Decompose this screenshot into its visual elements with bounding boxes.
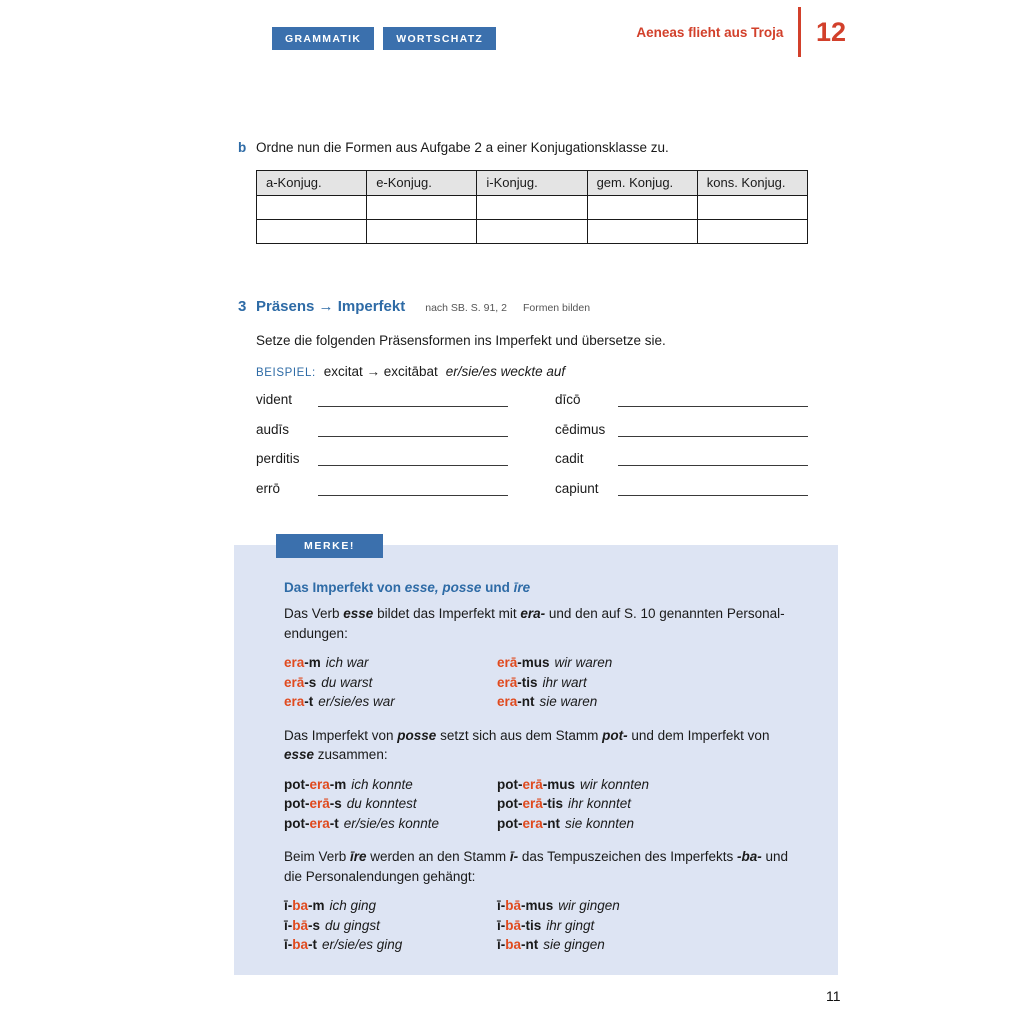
german-translation: ich konnte [351, 776, 413, 792]
german-translation: du gingst [325, 917, 380, 933]
latin-term: era- [520, 606, 546, 621]
verb-prefix: pot- [497, 796, 523, 811]
answer-line[interactable] [618, 436, 808, 437]
verb-prefix: pot- [284, 796, 310, 811]
paradigm-plural-column [497, 653, 612, 712]
german-translation: wir waren [554, 655, 613, 670]
table-header-cell: i-Konjug. [477, 171, 587, 196]
latin-form: errō [256, 480, 281, 496]
imperfect-stem: erā [284, 674, 305, 690]
answer-cell[interactable] [367, 196, 477, 220]
verb-prefix: pot- [284, 776, 310, 792]
table-header-cell: e-Konjug. [367, 171, 477, 196]
personal-ending: -mus [521, 898, 554, 913]
answer-cell[interactable] [257, 196, 367, 220]
personal-ending: -t [329, 815, 339, 831]
verb-prefix: pot- [497, 776, 523, 792]
text-segment: setzt sich aus dem Stamm [436, 727, 603, 743]
personal-ending: -mus [517, 655, 550, 670]
text-segment: Beim Verb [284, 849, 351, 864]
german-translation: sie waren [539, 694, 598, 709]
imperfect-stem: erā [497, 674, 518, 690]
table-row [257, 196, 808, 220]
badge-grammatik: GRAMMATIK [272, 27, 374, 50]
personal-ending: -nt [542, 815, 561, 831]
personal-ending: -tis [542, 796, 564, 811]
personal-ending: -mus [542, 776, 576, 792]
latin-form: capiunt [555, 480, 599, 496]
imperfect-stem: erā [309, 796, 330, 811]
imperfect-stem: ba [292, 937, 309, 952]
german-translation: ihr konntet [568, 796, 632, 811]
imperfect-stem: era [309, 776, 330, 792]
conjugation-row [497, 896, 620, 916]
conjugation-row [497, 916, 620, 936]
text-segment: und [481, 580, 514, 595]
answer-line[interactable] [618, 465, 808, 466]
latin-form: audīs [256, 421, 290, 437]
text-segment: und den auf S. 10 genannten Personal- [545, 606, 785, 621]
exercise-item [256, 480, 508, 510]
latin-form: cēdimus [555, 421, 606, 437]
example-translation: er/sie/es weckte auf [445, 364, 566, 379]
table-header-cell: a-Konjug. [257, 171, 367, 196]
paradigm-plural-column [497, 775, 649, 834]
task-3-tag: Formen bilden [522, 302, 591, 314]
badge-wortschatz: WORTSCHATZ [383, 27, 496, 50]
personal-ending: -nt [517, 694, 535, 709]
personal-ending: -m [308, 898, 325, 913]
text-segment: das Tempuszeichen des Imperfekts [518, 849, 737, 864]
chapter-divider [798, 7, 801, 57]
example-label: BEISPIEL: [256, 367, 316, 379]
conjugation-row [284, 916, 497, 936]
conjugation-row [284, 673, 497, 693]
german-translation: du konntest [346, 796, 417, 811]
verb-prefix: ī- [497, 937, 506, 952]
answer-cell[interactable] [697, 220, 807, 244]
paradigm-plural-column [497, 896, 620, 955]
paradigm-singular-column [284, 775, 497, 834]
personal-ending: -nt [521, 937, 539, 952]
posse-paradigm [284, 775, 814, 834]
conjugation-row [284, 794, 497, 814]
conjugation-row [497, 794, 649, 814]
conjugation-row [284, 775, 497, 795]
german-translation: ich ging [329, 898, 377, 913]
verb-prefix: ī- [497, 898, 506, 913]
chapter-header [636, 7, 846, 57]
answer-line[interactable] [318, 406, 508, 407]
imperfect-stem: era [522, 815, 543, 831]
verb-prefix: pot- [284, 815, 310, 831]
imperfect-stem: erā [497, 655, 518, 670]
exercise-item [555, 480, 808, 510]
task-b-instruction: Ordne nun die Formen aus Aufgabe 2 a einer Konjugationsklasse zu. [256, 140, 669, 155]
table-header-cell: kons. Konjug. [697, 171, 807, 196]
conjugation-row [284, 692, 497, 712]
verb-prefix: ī- [284, 937, 293, 952]
german-translation: ich war [325, 655, 369, 670]
exercise-item [555, 450, 808, 480]
page-content [238, 139, 808, 975]
verb-prefix: ī- [284, 898, 293, 913]
personal-ending: -s [304, 674, 317, 690]
text-segment: Das Verb [284, 606, 344, 621]
conjugation-row [284, 814, 497, 834]
conjugation-row [284, 896, 497, 916]
latin-term: esse [284, 747, 315, 762]
conjugation-row [497, 692, 612, 712]
task-b-label: b [238, 140, 247, 155]
answer-cell[interactable] [587, 196, 697, 220]
table-header-cell: gem. Konjug. [587, 171, 697, 196]
text-segment: die Personalendungen gehängt: [284, 868, 476, 884]
answer-line[interactable] [618, 406, 808, 407]
german-translation: sie gingen [543, 937, 605, 952]
answer-cell[interactable] [697, 196, 807, 220]
german-translation: er/sie/es ging [322, 937, 403, 952]
imperfect-stem: ba [505, 937, 522, 952]
text-segment: zusammen: [314, 747, 388, 762]
latin-term: posse [397, 727, 437, 743]
task-3-number: 3 [238, 298, 247, 315]
latin-form: perditis [256, 451, 300, 466]
conjugation-row [284, 653, 497, 673]
personal-ending: -t [308, 937, 318, 952]
latin-term: ī- [509, 849, 519, 864]
table-header-row [257, 171, 808, 196]
personal-ending: -m [329, 776, 347, 792]
german-translation: ihr wart [542, 674, 587, 690]
latin-term: esse, posse [404, 580, 482, 595]
personal-ending: -tis [517, 674, 538, 690]
exercise-column-left [256, 391, 508, 509]
answer-line[interactable] [318, 465, 508, 466]
conjugation-row [497, 673, 612, 693]
conjugation-class-table [256, 170, 808, 244]
verb-prefix: ī- [284, 917, 293, 933]
imperfect-stem: bā [292, 917, 309, 933]
verb-prefix: ī- [497, 917, 506, 933]
paradigm-singular-column [284, 896, 497, 955]
latin-term: esse [343, 606, 374, 621]
answer-cell[interactable] [367, 220, 477, 244]
answer-line[interactable] [618, 495, 808, 496]
german-translation: wir konnten [580, 776, 650, 792]
text-segment: bildet das Imperfekt mit [373, 606, 521, 621]
answer-cell[interactable] [477, 220, 587, 244]
task-b [238, 139, 808, 157]
latin-form: dīcō [555, 392, 581, 407]
example-text: excitat → excitābat [323, 364, 438, 379]
task-3-reference: nach SB. S. 91, 2 [425, 302, 507, 314]
conjugation-row [497, 775, 649, 795]
page-number: 11 [826, 988, 841, 1004]
german-translation: du warst [321, 674, 373, 690]
text-segment: Das Imperfekt von [284, 727, 398, 743]
task-3-title: Präsens → Imperfekt [256, 298, 406, 315]
answer-line[interactable] [318, 495, 508, 496]
esse-rule-text [284, 604, 814, 643]
text-segment: Das Imperfekt von [284, 580, 405, 595]
exercise-item [256, 450, 508, 480]
latin-term: īre [350, 849, 367, 864]
merke-badge: MERKE! [276, 534, 383, 558]
imperfect-stem: ba [292, 898, 309, 913]
chapter-number: 12 [815, 16, 846, 47]
personal-ending: -t [304, 694, 314, 709]
imperfect-stem: erā [522, 776, 543, 792]
text-segment: und [761, 849, 789, 864]
personal-ending: -s [308, 917, 321, 933]
task-3-instruction: Setze die folgenden Präsensformen ins Imperfekt und übersetze sie. [256, 333, 666, 348]
chapter-title: Aeneas flieht aus Troja [636, 24, 784, 40]
exercise-item [256, 421, 508, 451]
paradigm-singular-column [284, 653, 497, 712]
exercise-item [555, 421, 808, 451]
conjugation-row [497, 935, 620, 955]
ire-rule-text [284, 847, 814, 886]
text-segment: werden an den Stamm [366, 849, 510, 864]
answer-cell[interactable] [587, 220, 697, 244]
conjugation-row [497, 814, 649, 834]
imperfect-stem: bā [505, 898, 522, 913]
verb-prefix: pot- [497, 815, 523, 831]
latin-term: pot- [602, 727, 628, 743]
conjugation-row [497, 653, 612, 673]
imperfect-stem: erā [522, 796, 543, 811]
personal-ending: -m [304, 655, 321, 670]
answer-cell[interactable] [257, 220, 367, 244]
personal-ending: -tis [521, 917, 542, 933]
exercise-items [238, 391, 808, 509]
personal-ending: -s [329, 796, 342, 811]
merke-title [284, 579, 814, 596]
table-row [257, 220, 808, 244]
latin-form: vident [256, 392, 293, 407]
answer-cell[interactable] [477, 196, 587, 220]
latin-term: īre [513, 580, 531, 595]
posse-rule-text [284, 726, 814, 765]
imperfect-stem: bā [505, 917, 522, 933]
exercise-item [555, 391, 808, 421]
imperfect-stem: era [497, 694, 518, 709]
german-translation: er/sie/es war [318, 694, 395, 709]
task-3-heading [238, 298, 808, 315]
imperfect-stem: era [284, 694, 305, 709]
text-segment: und dem Imperfekt von [627, 727, 770, 743]
esse-paradigm [284, 653, 814, 712]
ire-paradigm [284, 896, 814, 955]
german-translation: sie konnten [565, 815, 635, 831]
latin-term: -ba- [737, 849, 762, 864]
exercise-item [256, 391, 508, 421]
german-translation: er/sie/es konnte [343, 815, 440, 831]
example-line [238, 364, 808, 379]
answer-line[interactable] [318, 436, 508, 437]
conjugation-row [284, 935, 497, 955]
imperfect-stem: era [284, 655, 305, 670]
merke-box [234, 540, 838, 975]
imperfect-stem: era [309, 815, 330, 831]
german-translation: ihr gingt [546, 917, 595, 933]
exercise-column-right [555, 391, 808, 509]
latin-form: cadit [555, 451, 584, 466]
german-translation: wir gingen [558, 898, 620, 913]
text-segment: endungen: [284, 625, 348, 641]
topic-badges [272, 27, 496, 50]
